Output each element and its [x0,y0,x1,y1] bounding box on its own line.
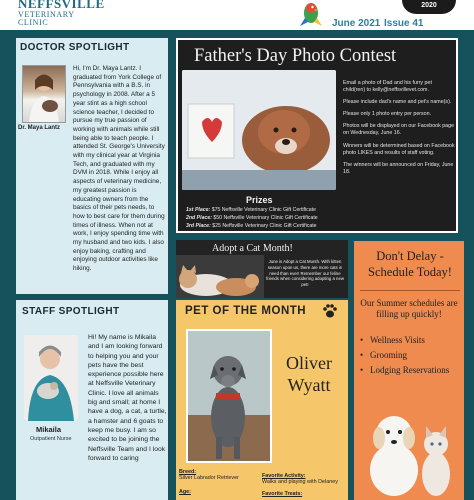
pet-photo [186,329,272,463]
prize-row: 3rd Place: $25 Neffsville Veterinary Clinic Gift Certificate [186,223,317,229]
divider [360,290,460,291]
staff-spotlight-heading: STAFF SPOTLIGHT [22,306,120,317]
prize-row: 2nd Place: $50 Neffsville Veterinary Clinic Gift Certificate [186,215,318,221]
schedule-title: Don't Delay - Schedule Today! [368,249,452,279]
pet-treats: Favorite Treats: [262,491,303,497]
adopt-cat-text: June is Adopt a Cat Month. With kitten season upon us, there are more cats in need than ever! Remember our feline friends when considering adopting a new pet! [266,259,344,288]
puppy-kitten-photo [356,382,460,500]
doctor-photo [22,65,66,123]
paw-icon [322,303,338,319]
adopt-cat-title: Adopt a Cat Month! [212,243,293,254]
prize-row: 1st Place: $75 Neffsville Veterinary Clinic Gift Certificate [186,207,316,213]
contest-rules [343,80,455,181]
staff-photo [24,335,78,421]
pet-name: Oliver Wyatt [286,353,332,395]
service-item: • Wellness Visits [360,333,449,348]
service-item: • Lodging Reservations [360,363,449,378]
doctor-caption: Dr. Maya Lantz [18,125,61,131]
doctor-bio: Hi, I'm Dr. Maya Lantz. I graduated from York College of Pennsylvania with a B.S. in psychology in 2008. After a 5 year stint as a high school science teacher, I decided to pursue my true passion of working with animals while still being able to teach people. I attended St. George's University with my clinical year at Virginia Tech, and graduated with my DVM in 2018. While I enjoy all aspects of veterinary medicine, my greatest passion is educating owners from the basics of their pets needs, to how to best care for them during times of illness. When not at work, I enjoy spending time with my husband and two kids. I also enjoy baking, crafting and enjoying outdoor activities like hiking. [73,65,165,273]
services-list [360,333,449,378]
staff-name: Mikaila [36,425,62,434]
cats-photo [176,255,264,298]
pet-activity: Favorite Activity: Walks and playing with Delaney [262,473,338,485]
pet-age: Age: [179,489,191,495]
contest-rule: Email a photo of Dad and his furry pet child(ren) to kelly@neffsvillevet.com. [343,80,432,94]
contest-rule: Photos will be displayed on our Facebook page on Wednesday, June 16. [343,123,455,137]
contest-rule: Winners will be determined based on Facebook photo LIKES and results of staff voting. [343,142,455,156]
issue-number: Issue 41 [384,18,424,29]
parrot-mascot-icon [296,0,326,28]
staff-bio: Hi! My name is Mikaila and I am looking forward to helping you and your pets have the best experience possible here at Neffsville Veterinary Clinic. I love all animals big and small; at home I have a dog, a cat, a turtle, a hamster and 6 goats to keep me busy. I am so excited to be joining the Neffsville Team and I look forward to caring [88,334,167,462]
pet-breed: Breed: Silver Labrador Retriever [179,469,239,481]
award-badge: 2020 [402,0,456,14]
clinic-logo [18,0,105,27]
pet-of-month-title: PET OF THE MONTH [185,305,307,317]
contest-rule: Please only 1 photo entry per person. [343,111,432,118]
schedule-subtitle: Our Summer schedules are filling up quickly! [360,298,458,319]
contest-rule: Please include dad's name and pet's name(s). [343,99,452,106]
contest-rule: The winners will be announced on Friday, June 18. [343,161,454,175]
contest-photo [182,70,336,190]
issue-date: June 2021 [332,18,381,29]
logo-line1: NEFFSVILLE [18,0,105,11]
contest-title: Father's Day Photo Contest [194,46,397,66]
newsletter-header [0,0,474,30]
doctor-spotlight-heading: DOCTOR SPOTLIGHT [20,42,130,53]
logo-line2: VETERINARY CLINIC [18,10,75,27]
staff-role: Outpatient Nurse [30,436,72,442]
service-item: • Grooming [360,348,449,363]
prizes-heading: Prizes [246,195,273,205]
